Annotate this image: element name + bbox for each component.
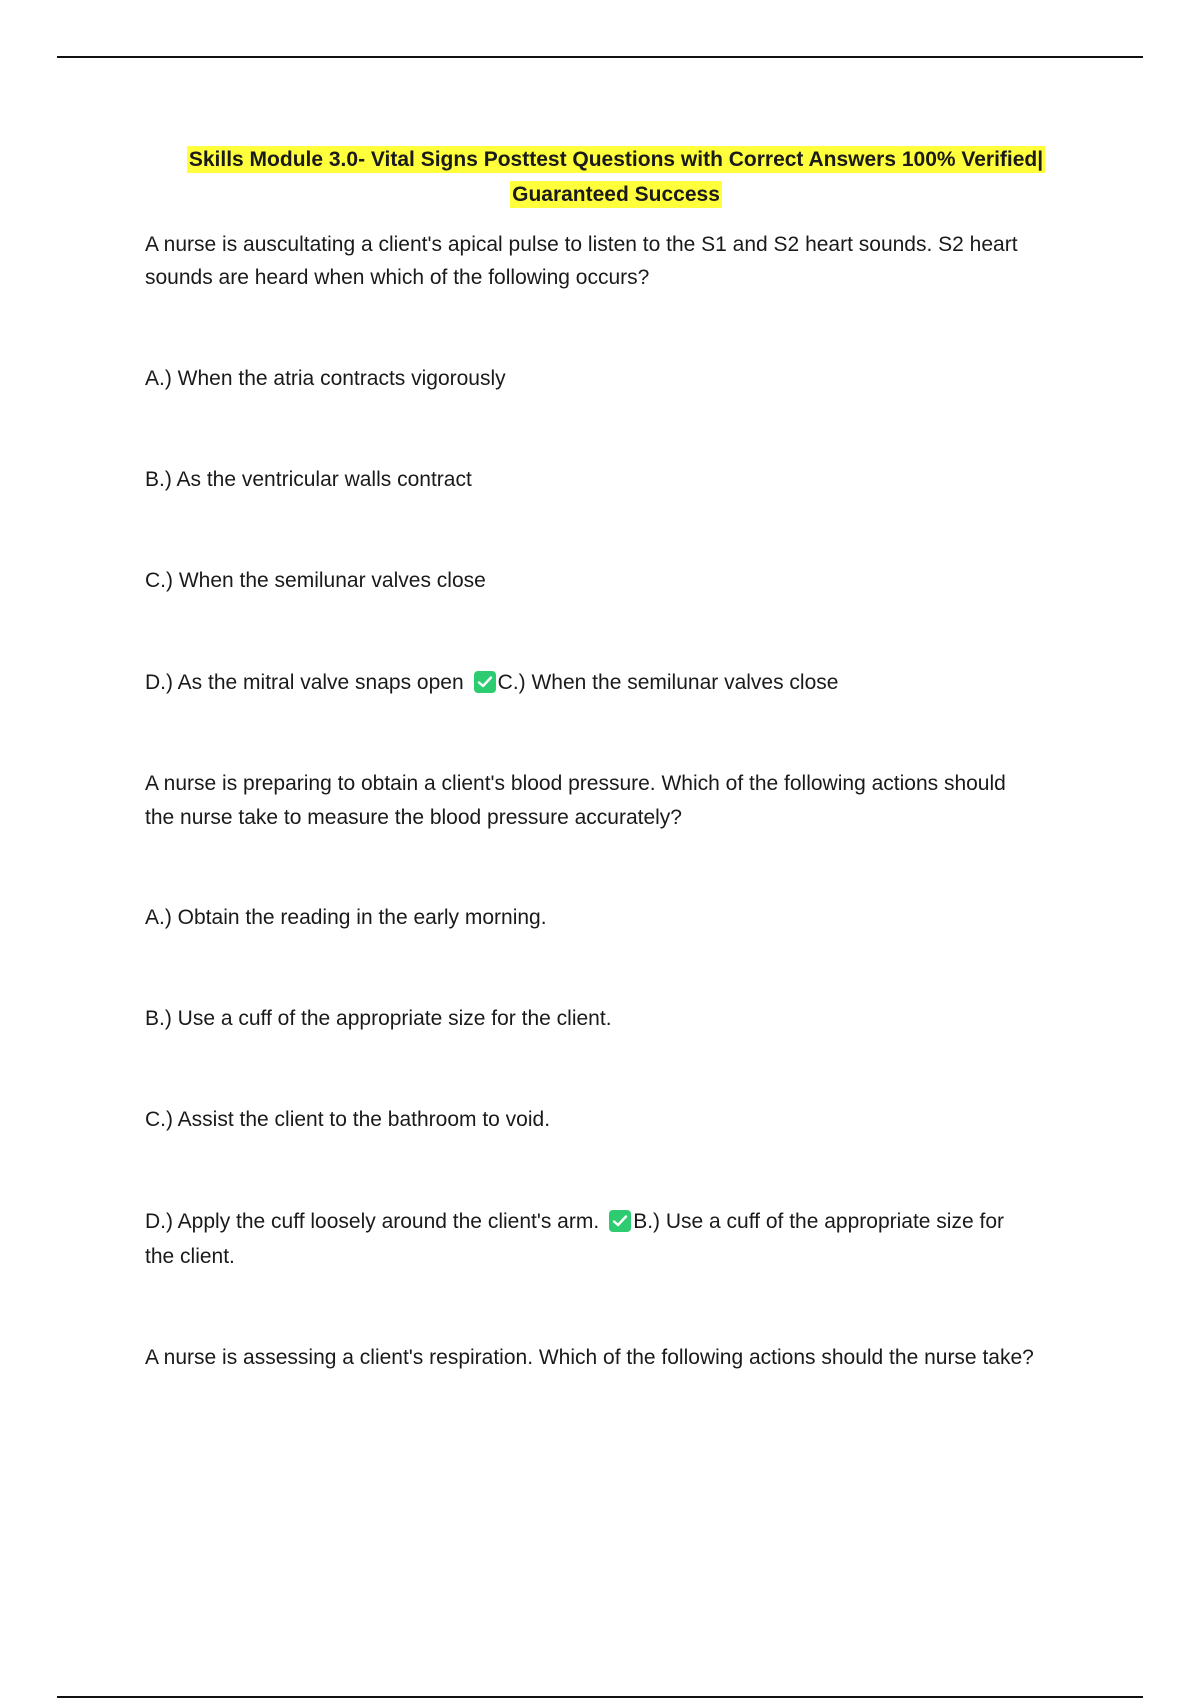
question-1-option-b: B.) As the ventricular walls contract xyxy=(145,468,472,491)
question-3-stem-line-1: A nurse is assessing a client's respiration. Which of the following actions should the nurse take? xyxy=(145,1346,1034,1369)
question-1-answer: C.) When the semilunar valves close xyxy=(497,671,839,694)
check-mark-icon xyxy=(609,1210,631,1232)
question-1-option-d-row xyxy=(145,666,1085,699)
question-2-stem-line-1: A nurse is preparing to obtain a client's blood pressure. Which of the following actions should xyxy=(145,772,1006,795)
question-2-option-a: A.) Obtain the reading in the early morning. xyxy=(145,906,547,929)
question-1-stem-line-1: A nurse is auscultating a client's apical pulse to listen to the S1 and S2 heart sounds. S2 heart xyxy=(145,233,1018,256)
question-2-option-d: D.) Apply the cuff loosely around the client's arm. xyxy=(145,1210,600,1233)
question-2-option-d-row xyxy=(145,1205,1085,1238)
top-rule xyxy=(57,56,1143,58)
question-1-option-c: C.) When the semilunar valves close xyxy=(145,569,486,592)
question-1-option-a: A.) When the atria contracts vigorously xyxy=(145,367,506,390)
question-2-option-c: C.) Assist the client to the bathroom to void. xyxy=(145,1108,551,1131)
question-2-answer-line-1: B.) Use a cuff of the appropriate size for xyxy=(633,1210,1004,1233)
check-mark-icon xyxy=(474,671,496,693)
question-2-option-b: B.) Use a cuff of the appropriate size for the client. xyxy=(145,1007,612,1030)
question-2-answer-line-2: the client. xyxy=(145,1245,235,1268)
bottom-rule xyxy=(57,1696,1143,1698)
question-1-option-d: D.) As the mitral valve snaps open xyxy=(145,671,464,694)
title-line-1: Skills Module 3.0- Vital Signs Posttest Questions with Correct Answers 100% Verified| xyxy=(188,148,1044,171)
title-line-2: Guaranteed Success xyxy=(512,183,720,206)
question-2-stem-line-2: the nurse take to measure the blood pressure accurately? xyxy=(145,806,682,829)
question-1-stem-line-2: sounds are heard when which of the following occurs? xyxy=(145,266,650,289)
document-title xyxy=(120,142,1112,212)
